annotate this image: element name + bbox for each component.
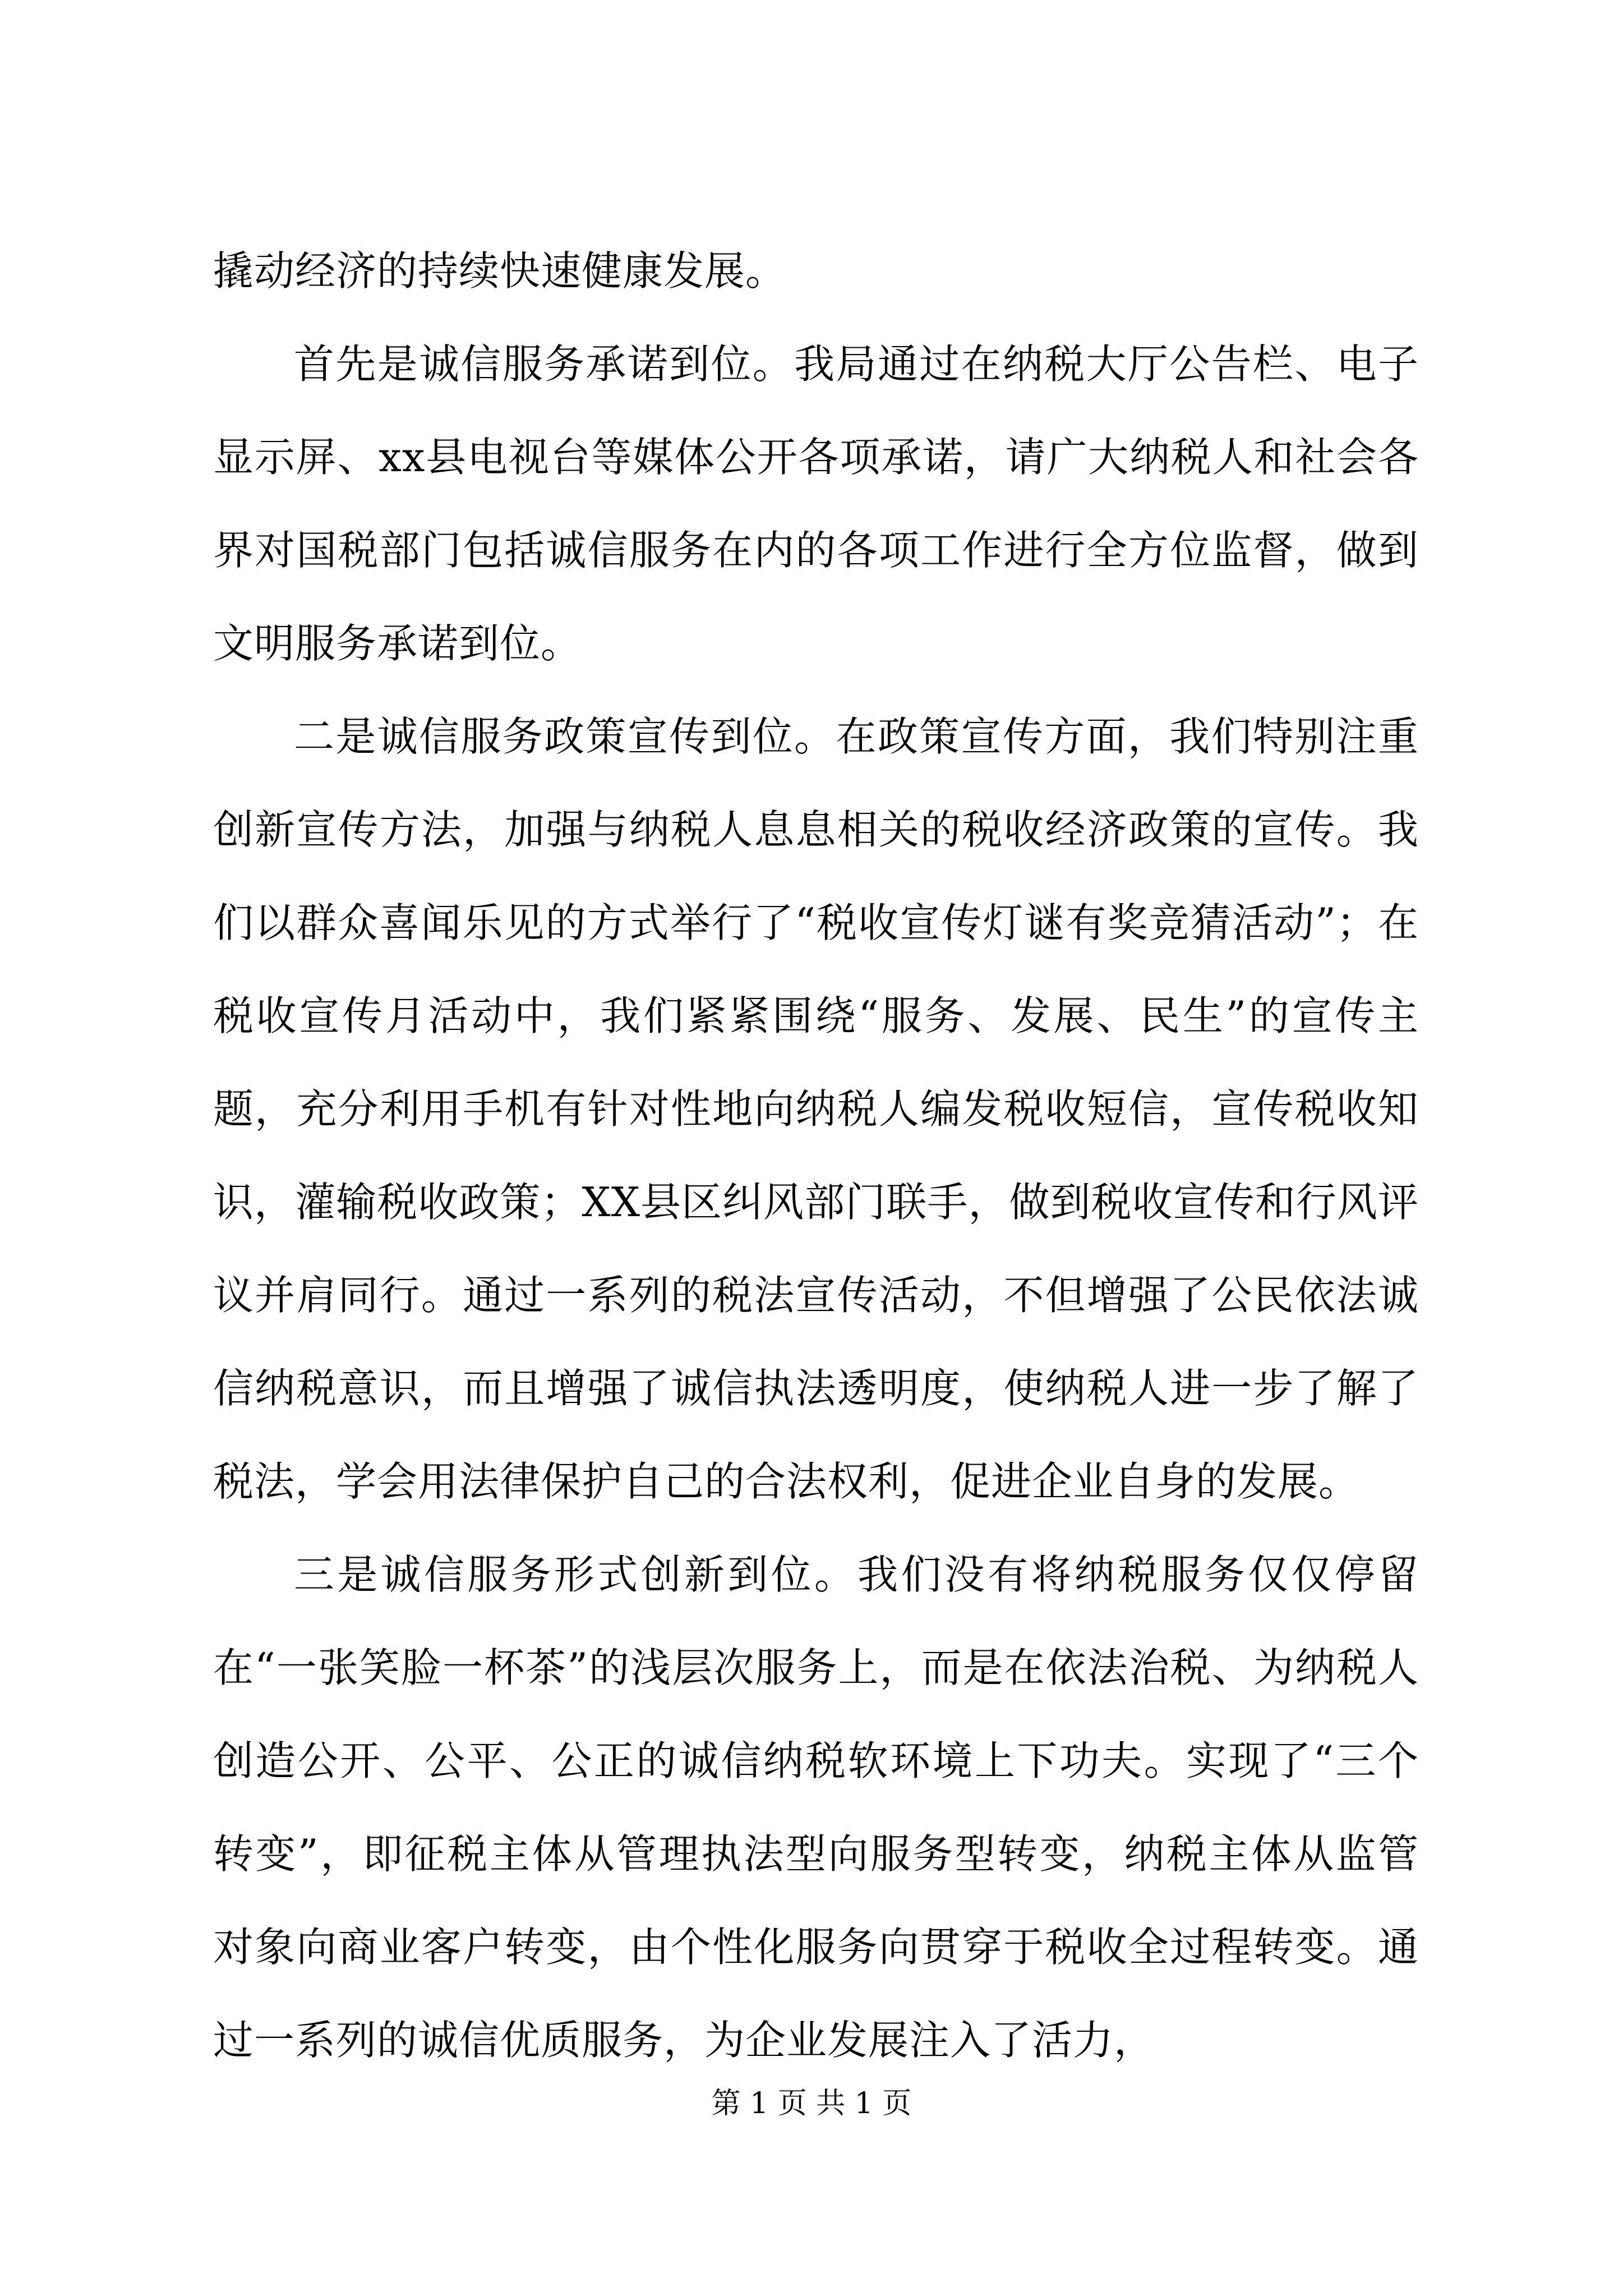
document-body (213, 224, 1419, 2087)
paragraph-4: 三是诚信服务形式创新到位。我们没有将纳税服务仅仅停留在“一张笑脸一杯茶”的浅层次服务上，而是在依法治税、为纳税人创造公开、公平、公正的诚信纳税软环境上下功夫。实现了“三个转变”，即征税主体从管理执法型向服务型转变，纳税主体从监管对象向商业客户转变，由个性化服务向贯穿于税收全过程转变。通过一系列的诚信优质服务，为企业发展注入了活力， (213, 1551, 1419, 2064)
paragraph-3: 二是诚信服务政策宣传到位。在政策宣传方面，我们特别注重创新宣传方法，加强与纳税人息息相关的税收经济政策的宣传。我们以群众喜闻乐见的方式举行了“税收宣传灯谜有奖竞猜活动”；在税收宣传月活动中，我们紧紧围绕“服务、发展、民生”的宣传主题，充分利用手机有针对性地向纳税人编发税收短信，宣传税收知识，灌输税收政策；XX县区纠风部门联手，做到税收宣传和行风评议并肩同行。通过一系列的税法宣传活动，不但增强了公民依法诚信纳税意识，而且增强了诚信执法透明度，使纳税人进一步了解了税法，学会用法律保护自己的合法权利，促进企业自身的发展。 (213, 713, 1419, 1505)
page-number-footer: 第 1 页 共 1 页 (711, 2087, 912, 2120)
paragraph-1: 撬动经济的持续快速健康发展。 (213, 247, 787, 295)
paragraph-2: 首先是诚信服务承诺到位。我局通过在纳税大厅公告栏、电子显示屏、xx县电视台等媒体公开各项承诺，请广大纳税人和社会各界对国税部门包括诚信服务在内的各项工作进行全方位监督，做到文明服务承诺到位。 (213, 341, 1419, 667)
